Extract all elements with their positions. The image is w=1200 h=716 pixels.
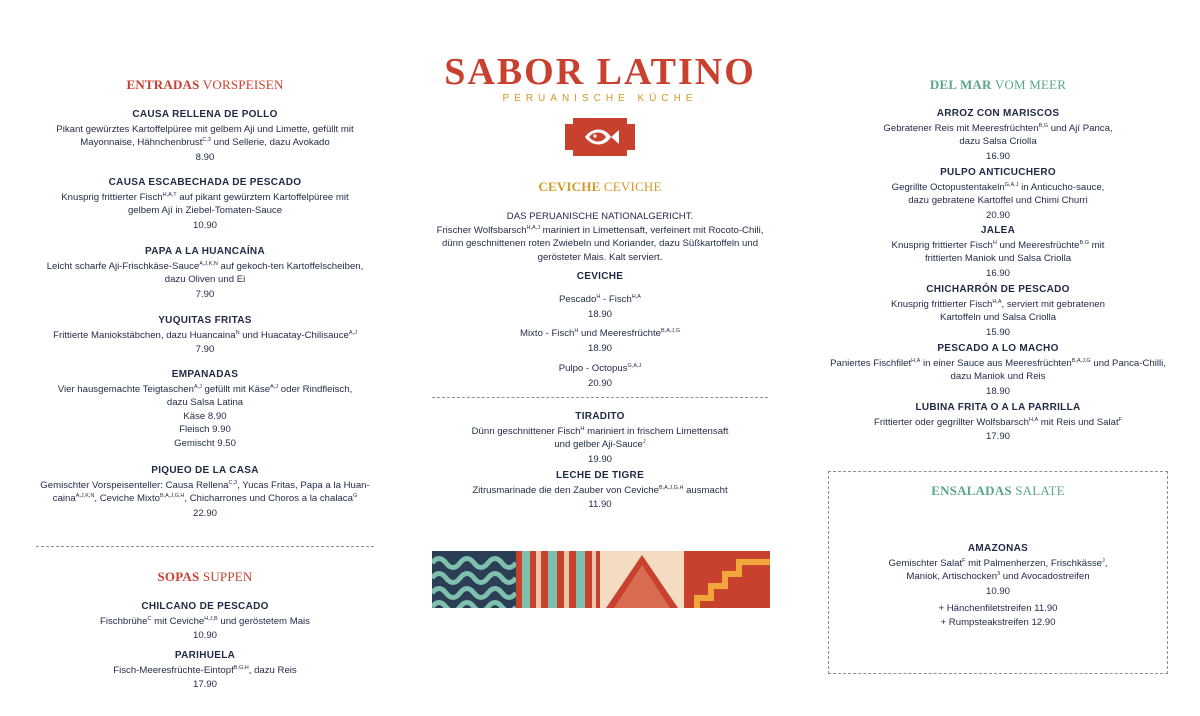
sopas-title-bold: SOPAS <box>157 569 200 584</box>
item-desc: und gelber Aji-Sauce$^J$ <box>554 439 646 450</box>
menu-item-papa-huancaina <box>30 245 380 301</box>
item-price: 16.90 <box>985 267 1010 279</box>
item-desc: dazu Salsa Criolla <box>959 136 1037 147</box>
ensaladas-title-bold: ENSALADAS <box>931 483 1012 498</box>
item-desc: Zitrusmarinade die den Zauber von Ceviche$^{B,A,J,G,H}$ ausmacht <box>472 484 728 496</box>
item-price: 20.90 <box>985 209 1010 221</box>
item-name: PULPO ANTICUCHERO <box>940 167 1056 178</box>
item-desc: Gegrillte Octopustentakeln$^{G,A,J}$ in Anticucho-sauce, <box>891 181 1105 193</box>
item-desc: Frittierte Maniokstäbchen, dazu Huancaina$^N$ und Huacatay-Chilisauce$^{A,J}$ <box>53 329 357 341</box>
ceviche-option-mixto <box>420 327 780 355</box>
item-name: CHICHARRÓN DE PESCADO <box>926 284 1070 295</box>
ceviche-title <box>420 179 780 195</box>
menu-item-tiradito <box>420 410 780 466</box>
item-price: 17.90 <box>192 679 217 690</box>
item-desc: Dünn geschnittener Fisch$^H$ mariniert in frischem Limettensaft <box>471 425 729 437</box>
item-desc: frittierten Maniok und Salsa Criolla <box>924 253 1072 264</box>
item-desc: Mixto - Fisch$^H$ und Meeresfrüchte$^{B,A,J,G}$ <box>520 328 680 339</box>
del-mar-title-bold: DEL MAR <box>929 77 992 92</box>
entradas-title-rest: VORSPEISEN <box>202 77 284 92</box>
ceviche-intro-line: gerösteter Mais. Kalt serviert. <box>537 251 663 263</box>
item-name: JALEA <box>980 225 1016 236</box>
brand-logo-title: SABOR LATINO <box>444 51 756 93</box>
item-name: LECHE DE TIGRE <box>555 470 645 481</box>
item-name: LUBINA FRITA O A LA PARRILLA <box>915 402 1081 413</box>
item-desc: Leicht scharfe Aji-Frischkäse-Sauce$^{A,J,K,N}$ auf gekoch-ten Kartoffelscheiben, <box>46 260 364 272</box>
menu-item-pulpo-anticuchero <box>820 166 1176 222</box>
item-desc: Paniertes Fischfilet$^{H,A}$ in einer Sauce aus Meeresfrüchten$^{B,A,J,G}$ und Panca-Chilli, <box>830 357 1166 369</box>
ceviche-option-pulpo <box>420 362 780 390</box>
item-price: 18.90 <box>587 308 612 320</box>
brand-logo-subtitle: PERUANISCHE KÜCHE <box>502 93 698 104</box>
item-name: YUQUITAS FRITAS <box>158 315 252 326</box>
item-name: CEVICHE <box>576 271 624 282</box>
item-price: 11.90 <box>588 499 612 510</box>
item-name: TIRADITO <box>575 411 625 422</box>
entradas-title-bold: ENTRADAS <box>126 77 200 92</box>
menu-item-parihuela <box>30 649 380 692</box>
menu-item-jalea <box>820 224 1176 280</box>
ceviche-intro <box>420 210 780 264</box>
item-price: 15.90 <box>985 326 1010 338</box>
menu-item-lubina <box>820 401 1176 444</box>
ceviche-option-pescado <box>420 293 780 321</box>
ceviche-title-bold: CEVICHE <box>538 179 601 194</box>
item-name: PESCADO A LO MACHO <box>937 343 1059 354</box>
menu-item-piqueo <box>30 464 380 520</box>
extra-option: + Rumpsteakstreifen 12.90 <box>940 616 1056 628</box>
sopas-title-rest: SUPPEN <box>202 569 253 584</box>
item-desc: Pulpo - Octopus$^{G,A,J}$ <box>558 363 642 374</box>
item-desc: Fischbrühe$^C$ mit Ceviche$^{H,J,B}$ und geröstetem Mais <box>100 615 310 627</box>
ceviche-intro-line: Frischer Wolfsbarsch$^{H,A,J}$ mariniert in Limettensaft, verfeinert mit Rocoto-Chili, <box>436 224 764 236</box>
section-divider <box>432 397 768 398</box>
menu-item-empanadas <box>30 368 380 450</box>
ceviche-subtitle <box>420 270 780 285</box>
item-price: 22.90 <box>192 507 217 519</box>
item-desc: Gebratener Reis mit Meeresfrüchten$^{B,G}$ und Ají Panca, <box>883 122 1113 134</box>
sopas-title <box>30 569 380 585</box>
menu-item-causa-escabechada <box>30 176 380 232</box>
menu-item-yuquitas <box>30 314 380 357</box>
menu-item-chilcano <box>30 600 380 643</box>
item-name: EMPANADAS <box>171 369 239 380</box>
menu-item-causa-pollo <box>30 108 380 164</box>
item-name: PARIHUELA <box>174 650 236 661</box>
item-desc: Pikant gewürztes Kartoffelpüree mit gelbem Aji und Limette, gefüllt mit <box>56 123 354 135</box>
item-price: 16.90 <box>985 150 1010 162</box>
item-price: 7.90 <box>195 344 215 355</box>
decorative-pattern-strip <box>432 551 770 608</box>
menu-item-amazonas <box>829 542 1167 598</box>
item-desc: Gemischter Salat$^F$ mit Palmenherzen, Frischkässe$^J$, <box>888 557 1108 569</box>
entradas-title <box>30 77 380 93</box>
item-name: CAUSA RELLENA DE POLLO <box>132 109 278 120</box>
item-desc: dazu Salsa Latina <box>166 397 244 408</box>
menu-item-chicharron <box>820 283 1176 339</box>
item-price: 10.90 <box>192 630 217 641</box>
menu-item-arroz-mariscos <box>820 107 1176 163</box>
ceviche-title-rest: CEVICHE <box>603 179 662 194</box>
item-desc: Knusprig frittierter Fisch$^{H,A}$, serviert mit gebratenen <box>891 298 1105 310</box>
item-option: Käse 8.90 <box>183 410 227 422</box>
item-price: 7.90 <box>195 288 215 300</box>
del-mar-title-rest: VOM MEER <box>994 77 1067 92</box>
ensaladas-title <box>829 483 1167 499</box>
item-desc: Knusprig frittierter Fisch$^{H,A,T}$ auf pikant gewürztem Kartoffelpüree mit <box>61 191 349 203</box>
item-desc: dazu Maniok und Reis <box>950 371 1046 382</box>
item-desc: Fisch-Meeresfrüchte-Eintopf$^{B,G,H}$, dazu Reis <box>113 664 297 676</box>
item-name: AMAZONAS <box>967 543 1029 554</box>
menu-item-leche-de-tigre <box>420 469 780 512</box>
item-desc: Kartoffeln und Salsa Criolla <box>939 312 1057 323</box>
item-desc: Maniok, Artischocken$^3$ und Avocadostreifen <box>906 571 1090 582</box>
item-desc: Pescado$^H$ - Fisch$^{H,A}$ <box>559 294 641 305</box>
item-price: 20.90 <box>587 377 612 389</box>
item-name: PIQUEO DE LA CASA <box>151 465 259 476</box>
extra-option: + Hänchenfiletstreifen 11.90 <box>938 603 1058 614</box>
item-desc: dazu Oliven und Ei <box>164 274 246 285</box>
menu-item-pescado-macho <box>820 342 1176 398</box>
item-name: ARROZ CON MARISCOS <box>936 108 1060 119</box>
item-price: 10.90 <box>985 585 1010 597</box>
item-desc: Mayonnaise, Hähnchenbrust$^{C,3}$ und Sellerie, dazu Avokado <box>80 137 330 148</box>
item-desc: caina$^{A,J,K,N}$, Ceviche Mixto$^{B,A,J,G,H}$, Chicharrones und Choros a la chalaca$^G$ <box>52 493 358 504</box>
item-desc: Knusprig frittierter Fisch$^H$ und Meeresfrüchte$^{B,G}$ mit <box>891 239 1105 251</box>
item-price: 19.90 <box>587 453 612 465</box>
fish-emblem-icon <box>565 118 635 156</box>
item-name: PAPA A LA HUANCAÍNA <box>145 246 265 257</box>
item-price: 18.90 <box>985 385 1010 397</box>
ensaladas-extras <box>829 602 1167 629</box>
section-divider <box>36 546 374 547</box>
item-desc: Gemischter Vorspeisenteller: Causa Rellena$^{C,3}$, Yucas Fritas, Papa a la Huan- <box>40 479 370 491</box>
ceviche-intro-line: dünn geschnittenen roten Zwiebeln und Koriander, dazu Süßkartoffeln und <box>441 238 759 249</box>
ensaladas-title-rest: SALATE <box>1015 483 1065 498</box>
item-option: Gemischt 9.50 <box>174 437 236 449</box>
item-desc: dazu gebratene Kartoffel und Chimi Churri <box>908 195 1088 206</box>
ensaladas-box <box>828 471 1168 674</box>
item-price: 17.90 <box>985 431 1010 442</box>
item-name: CHILCANO DE PESCADO <box>141 601 269 612</box>
item-name: CAUSA ESCABECHADA DE PESCADO <box>108 177 302 188</box>
del-mar-title <box>820 77 1176 93</box>
item-price: 8.90 <box>195 151 215 163</box>
item-desc: Frittierter oder gegrillter Wolfsbarsch$^{H,A}$ mit Reis und Salat$^F$ <box>873 416 1123 428</box>
item-price: 18.90 <box>587 342 612 354</box>
ceviche-intro-line: DAS PERUANISCHE NATIONALGERICHT. <box>506 211 694 222</box>
item-price: 10.90 <box>192 219 217 231</box>
item-desc: gelbem Ají in Ziebel-Tomaten-Sauce <box>127 205 283 216</box>
item-option: Fleisch 9.90 <box>179 424 231 435</box>
item-desc: Vier hausgemachte Teigtaschen$^{A,J}$ gefüllt mit Käse$^{A,J}$ oder Rindfleisch, <box>57 383 353 395</box>
